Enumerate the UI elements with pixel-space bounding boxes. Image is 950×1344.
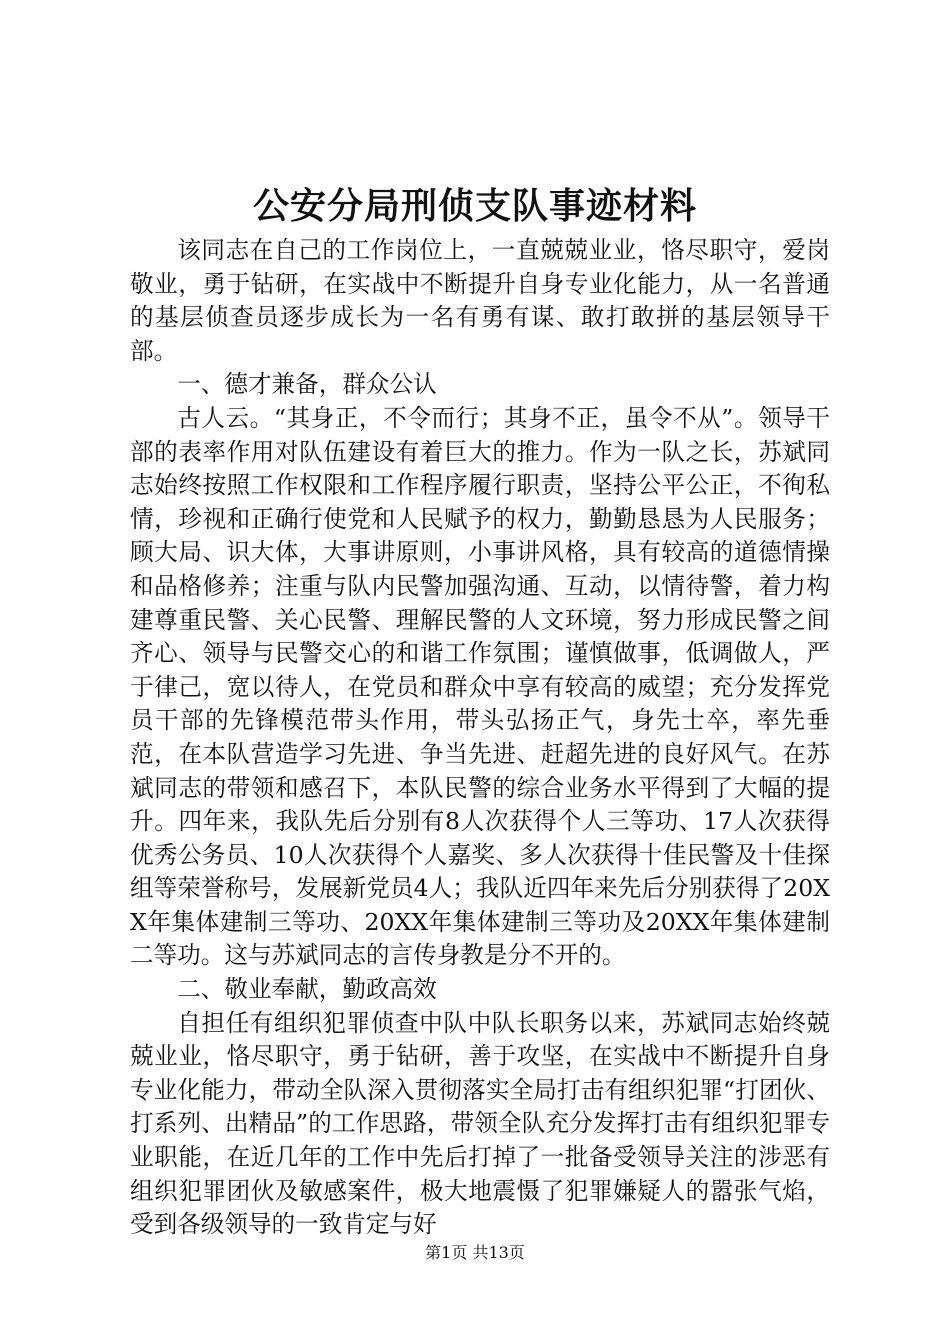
paragraph-section-2: 自担任有组织犯罪侦查中队中队长职务以来，苏斌同志始终兢兢业业，恪尽职守，勇于钻研，善于攻坚，在实战中不断提升自身专业化能力，带动全队深入贯彻落实全局打击有组织犯罪“打团伙、打系列、出精品”的工作思路，带领全队充分发挥打击有组织犯罪专业职能，在近几年的工作中先后打掉了一批备受领导关注的涉恶有组织犯罪团伙及敏感案件，极大地震慑了犯罪嫌疑人的嚣张气焰，受到各级领导的一致肯定与好	[130, 1008, 830, 1239]
paragraph-section-1: 古人云。“其身正，不令而行；其身不正，虽令不从”。领导干部的表率作用对队伍建设有着巨大的推力。作为一队之长，苏斌同志始终按照工作权限和工作程序履行职责，坚持公平公正，不徇私情，珍视和正确行使党和人民赋予的权力，勤勤恳恳为人民服务；顾大局、识大体，大事讲原则，小事讲风格，具有较高的道德情操和品格修养；注重与队内民警加强沟通、互动，以情待警，着力构建尊重民警、关心民警、理解民警的人文环境，努力形成民警之间齐心、领导与民警交心的和谐工作氛围；谨慎做事，低调做人，严于律己，宽以待人，在党员和群众中享有较高的威望；充分发挥党员干部的先锋模范带头作用，带头弘扬正气，身先士卒，率先垂范，在本队营造学习先进、争当先进、赶超先进的良好风气。在苏斌同志的带领和感召下，本队民警的综合业务水平得到了大幅的提升。四年来，我队先后分别有8人次获得个人三等功、17人次获得优秀公务员、10人次获得个人嘉奖、多人次获得十佳民警及十佳探组等荣誉称号，发展新党员4人；我队近四年来先后分别获得了20XX年集体建制三等功、20XX年集体建制三等功及20XX年集体建制二等功。这与苏斌同志的言传身教是分不开的。	[130, 403, 830, 970]
section-heading-1: 一、德才兼备，群众公认	[177, 370, 437, 399]
section-heading-2: 二、敬业奉献，勤政高效	[177, 975, 437, 1004]
document-body	[130, 234, 830, 1242]
paragraph-intro: 该同志在自己的工作岗位上，一直兢兢业业，恪尽职守，爱岗敬业，勇于钻研，在实战中不断提升自身专业化能力，从一名普通的基层侦查员逐步成长为一名有勇有谋、敢打敢拼的基层领导干部。	[130, 236, 830, 365]
document-title: 公安分局刑侦支队事迹材料	[252, 185, 697, 227]
page-footer: 第1页 共13页	[425, 1243, 525, 1262]
